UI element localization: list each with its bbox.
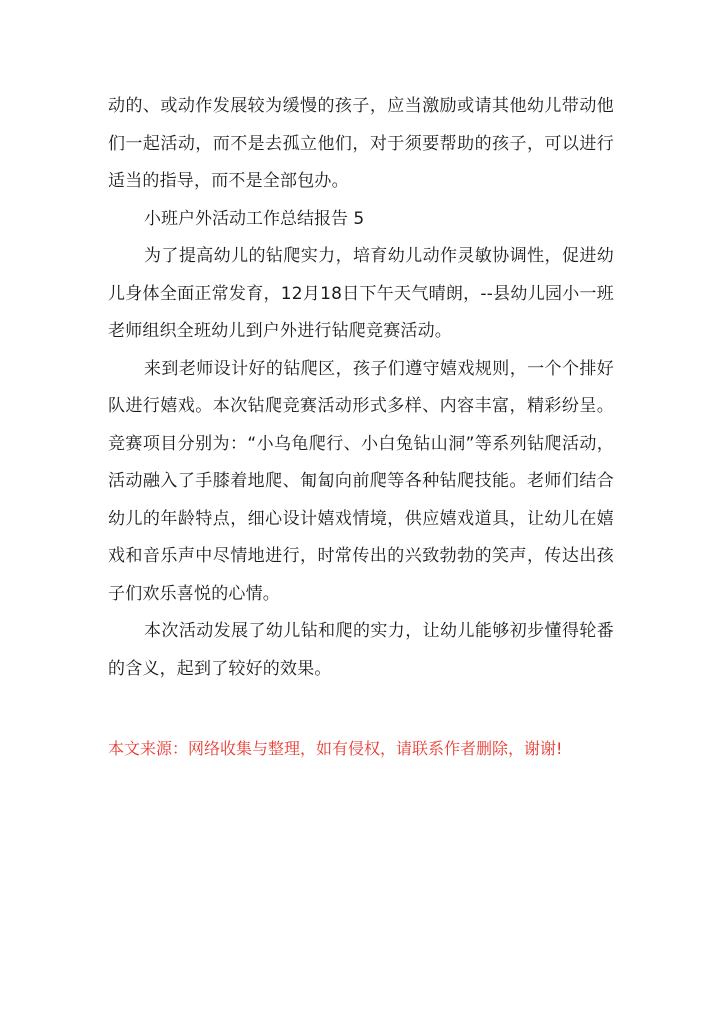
source-note: 本文来源：网络收集与整理，如有侵权，请联系作者删除，谢谢!	[108, 739, 563, 758]
paragraph-activity: 来到老师设计好的钻爬区，孩子们遵守嬉戏规则，一个个排好队进行嬉戏。本次钻爬竞赛活动形式多样、内容丰富，精彩纷呈。竞赛项目分别为：“小乌龟爬行、小白兔钻山洞”等系列钻爬活动，活动融入了手膝着地爬、匍匐向前爬等各种钻爬技能。老师们结合幼儿的年龄特点，细心设计嬉戏情境，供应嬉戏道具，让幼儿在嬉戏和音乐声中尽情地进行，时常传出的兴致勃勃的笑声，传达出孩子们欢乐喜悦的心情。	[108, 358, 614, 604]
document-body	[108, 88, 614, 688]
paragraph-continuation: 动的、或动作发展较为缓慢的孩子，应当激励或请其他幼儿带动他们一起活动，而不是去孤立他们，对于须要帮助的孩子，可以进行适当的指导，而不是全部包办。	[108, 96, 614, 191]
section-heading: 小班户外活动工作总结报告 5	[144, 208, 365, 229]
paragraph-conclusion: 本次活动发展了幼儿钻和爬的实力，让幼儿能够初步懂得轮番的含义，起到了较好的效果。	[108, 621, 614, 679]
paragraph-intro: 为了提高幼儿的钻爬实力，培育幼儿动作灵敏协调性，促进幼儿身体全面正常发育，12月18日下午天气晴朗，--县幼儿园小一班老师组织全班幼儿到户外进行钻爬竞赛活动。	[108, 246, 614, 341]
